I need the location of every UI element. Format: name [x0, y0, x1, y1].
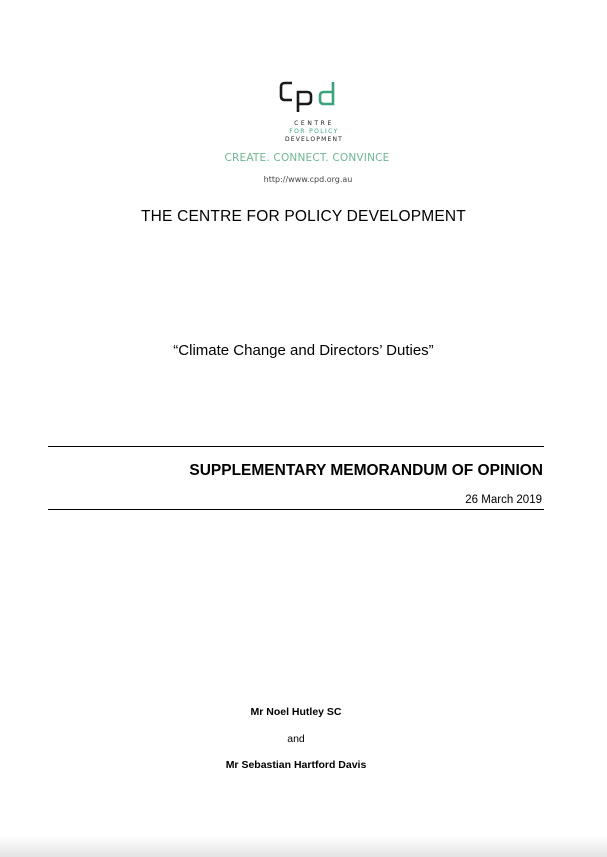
logo-text-for-policy: FOR POLICY [289, 128, 339, 135]
logo-text-development: DEVELOPMENT [284, 136, 344, 143]
tagline: CREATE. CONNECT. CONVINCE [224, 152, 390, 164]
website-url: http://www.cpd.org.au [263, 175, 353, 184]
document-date: 26 March 2019 [465, 494, 542, 506]
bottom-rule [48, 509, 544, 510]
organisation-name: THE CENTRE FOR POLICY DEVELOPMENT [141, 208, 466, 225]
subject-title: “Climate Change and Directors’ Duties” [173, 342, 434, 359]
author-first: Mr Noel Hutley SC [250, 706, 342, 718]
cpd-logo-mark [278, 80, 340, 114]
author-second: Mr Sebastian Hartford Davis [225, 759, 367, 771]
cpd-logo [270, 80, 350, 144]
top-rule [48, 446, 544, 447]
logo-text-centre: CENTRE [294, 120, 334, 127]
author-conjunction: and [287, 733, 305, 745]
document-title: SUPPLEMENTARY MEMORANDUM OF OPINION [189, 462, 543, 479]
page-bottom-shadow [0, 835, 607, 857]
